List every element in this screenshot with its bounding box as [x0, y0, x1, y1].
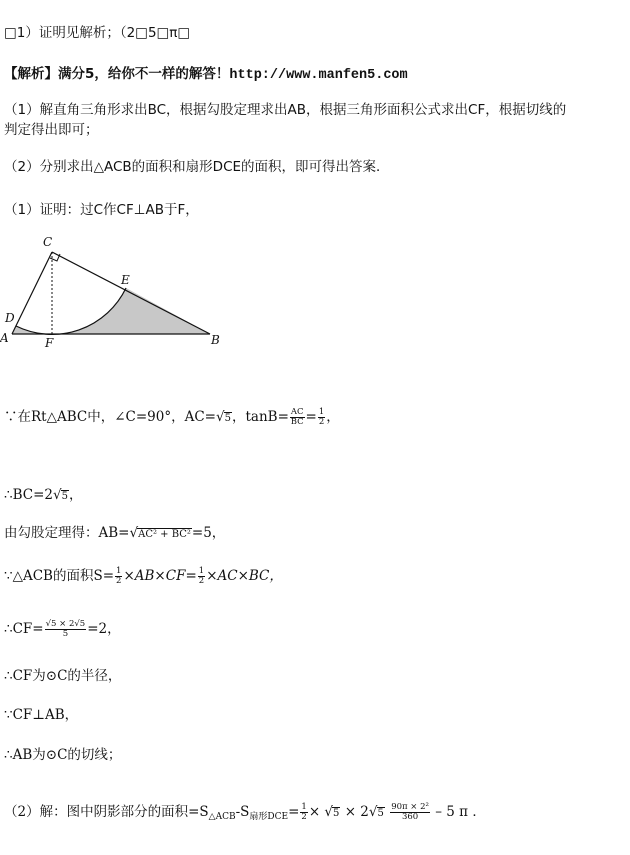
step-3-radicand: AC² + BC²	[138, 529, 191, 540]
part-2-times: ×	[308, 804, 321, 820]
step-1-sqrt5: 5	[224, 413, 231, 424]
analysis-url: http://www.manfen5.com	[229, 68, 408, 83]
step-4-mid2: ×AC×BC，	[206, 568, 283, 584]
step-2-pre: ∴BC=2	[4, 487, 53, 503]
part-2-eq: =	[288, 804, 300, 820]
part-2-tail: – 5 π ．	[435, 804, 486, 820]
label-b: B	[211, 333, 220, 347]
part-2-times-2: × 2	[344, 804, 369, 820]
hint-1-var-cf: CF	[468, 102, 486, 118]
hint-1-var-bc: BC	[147, 102, 167, 118]
proof-intro: （1）证明：过C作CF⊥AB于F，	[4, 202, 199, 218]
hint-1-line-1	[4, 98, 566, 118]
hint-1-text-c: ，根据三角形面积公式求出	[306, 102, 469, 118]
hint-2-var-acb: ACB	[103, 159, 132, 175]
step-1-fraction-half: $\frac{1}{2}$	[318, 407, 325, 427]
step-4-pre: ∵△ACB的面积S=	[4, 568, 115, 584]
step-1-mid: ，tanB=	[231, 409, 289, 425]
step-5-pre: ∴CF=	[4, 621, 44, 637]
part-2-sector-fraction: $\frac{\text{90π × 2²}}{360}$	[391, 802, 429, 822]
hint-1-number: （1）	[4, 102, 40, 118]
label-c: C	[43, 235, 53, 249]
label-d: D	[5, 311, 15, 325]
step-5	[4, 617, 121, 639]
step-3-post: =5，	[191, 525, 226, 541]
hint-2-text-c: 的面积，即可得出答案．	[241, 159, 390, 175]
step-8: ∴AB为⊙C的切线；	[4, 747, 122, 763]
hint-1-line-2: 判定得出即可；	[4, 122, 99, 138]
step-5-fraction: $\frac{√5 \times 2√5}{5}$	[45, 619, 86, 639]
part-2-sqrt-a: 5	[333, 808, 340, 819]
step-6: ∴CF为⊙C的半径，	[4, 668, 122, 684]
hint-2-text-b: 的面积和扇形	[131, 159, 213, 175]
step-4-half-a: $\frac{1}{2}$	[116, 566, 122, 586]
step-4-mid: ×AB×CF=	[123, 568, 197, 584]
hint-2-line	[4, 155, 390, 175]
label-f: F	[45, 336, 54, 350]
step-1-eq: =	[305, 409, 317, 425]
hint-2-text-a: 分别求出△	[39, 159, 104, 175]
analysis-slogan: 满分5，给你不一样的解答！	[58, 66, 230, 82]
step-2-post: ，	[68, 487, 83, 503]
hint-2-var-dce: DCE	[212, 159, 242, 175]
part-2-sub-sector: 扇形DCE	[249, 812, 289, 822]
step-1-pre: ∵在Rt△ABC中，∠C=90°，AC=	[4, 409, 216, 425]
step-3-pre: 由勾股定理得：AB=	[4, 525, 130, 541]
step-1: ∵在Rt△ABC中，∠C=90°，AC=√5，tanB= $\frac{AC}{BC}$ = $\frac{1}{2}$ ，	[4, 407, 340, 427]
step-1-fraction-ac-bc: $\frac{AC}{BC}$	[290, 407, 304, 427]
geometry-figure	[0, 232, 230, 352]
step-4-half-b: $\frac{1}{2}$	[198, 566, 205, 586]
part-2-half: $\frac{1}{2}$	[301, 802, 307, 822]
shaded-region	[12, 288, 210, 334]
label-e: E	[121, 273, 130, 287]
hint-1-text-b: ，根据勾股定理求出	[166, 102, 288, 118]
answer-line: □1）证明见解析；（2□5□π□	[4, 25, 191, 41]
hint-2-number: （2）	[4, 159, 40, 175]
hint-1-var-ab: AB	[287, 102, 307, 118]
step-3: 由勾股定理得：AB=√AC² + BC²=5，	[4, 525, 226, 541]
label-a: A	[0, 331, 9, 345]
step-7: ∵CF⊥AB，	[4, 707, 79, 723]
hint-1-text-d: ，根据切线的	[485, 102, 567, 118]
step-1-post: ，	[326, 409, 340, 425]
analysis-bracket-label: 【解析】	[4, 66, 58, 82]
hint-1-text-a: 解直角三角形求出	[39, 102, 148, 118]
side-ac	[12, 252, 52, 334]
step-4	[4, 564, 283, 586]
part-2-sqrt-b: 5	[377, 808, 384, 819]
step-2-sqrt: 5	[61, 491, 68, 502]
part-2-pre: （2）解：图中阴影部分的面积=S	[4, 804, 209, 820]
step-5-post: =2，	[87, 621, 121, 637]
part-2-sub-triangle: △ACB	[208, 812, 236, 822]
part-2: （2）解：图中阴影部分的面积$=S_{\triangle ACB}-S_{扇形DCE}=$ $\frac{1}{2}$ × √5 × 2√5 $\frac{\text{90π × 2²}}{360}$ – 5 π ．	[4, 802, 486, 822]
analysis-header	[4, 62, 408, 83]
part-2-minus: -S	[235, 804, 250, 820]
step-2: ∴BC=2√5，	[4, 487, 83, 503]
